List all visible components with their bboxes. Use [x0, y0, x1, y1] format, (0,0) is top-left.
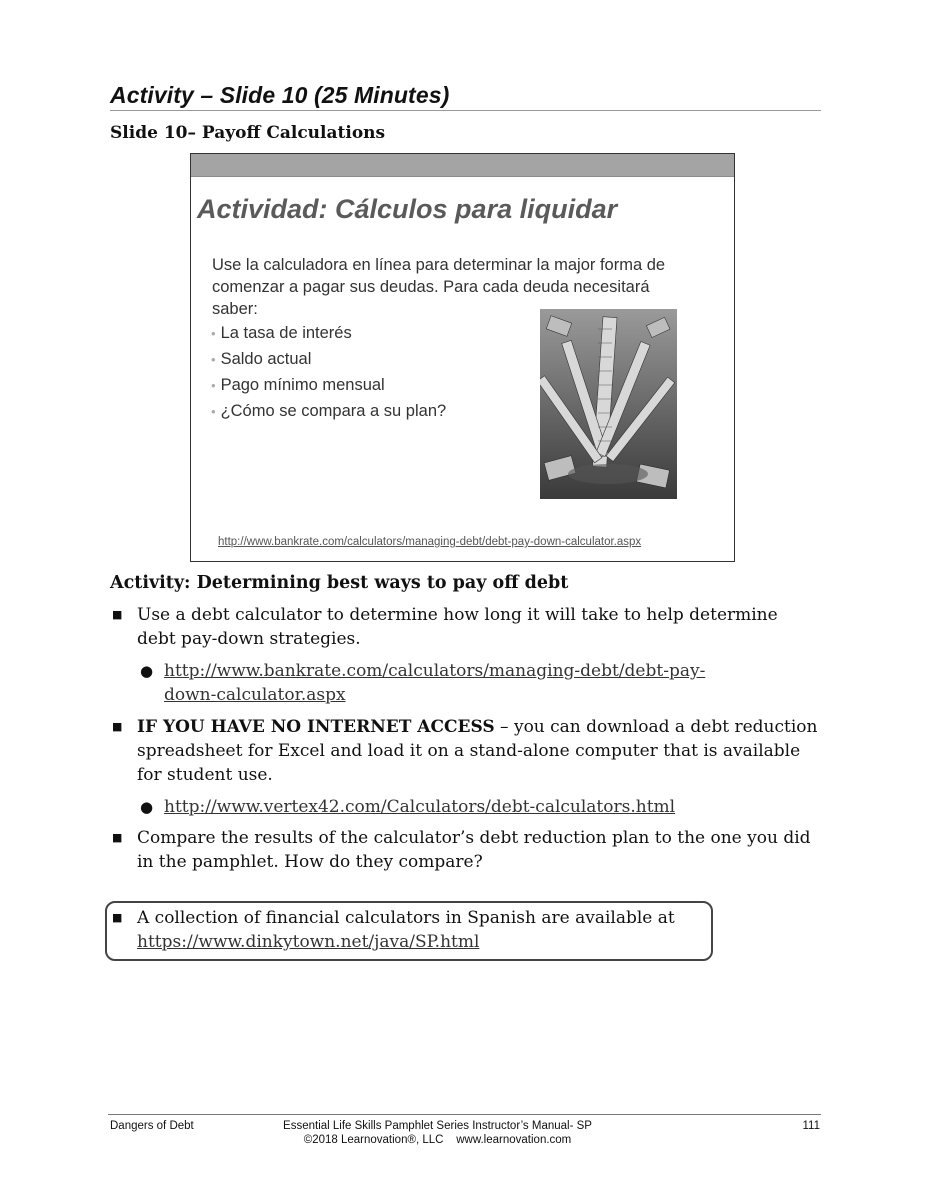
list-item-debt-calculator: Use a debt calculator to determine how long it will take to help determine debt pay-down strategies.: [137, 605, 778, 649]
round-bullet-icon: ●: [140, 662, 154, 680]
slide-bullet-item: [211, 400, 446, 426]
slide-intro-text: Use la calculadora en línea para determinar la major forma de comenzar a pagar sus deudas. Para cada deuda necesitará saber:: [212, 256, 666, 318]
slide-bullet-label: Pago mínimo mensual: [220, 376, 385, 394]
round-bullet-icon: ●: [140, 798, 154, 816]
bullet-dot-icon: •: [211, 326, 216, 341]
bankrate-link-block: [164, 659, 804, 707]
footer-copyright: ©2018 Learnovation®, LLC www.learnovation.com: [303, 1134, 572, 1146]
footer-left: Dangers of Debt: [110, 1120, 194, 1132]
square-bullet-icon: ■: [112, 720, 123, 733]
bullet-dot-icon: •: [211, 378, 216, 393]
slide-subtitle: Slide 10– Payoff Calculations: [110, 123, 386, 143]
slide-calculator-link[interactable]: http://www.bankrate.com/calculators/managing-debt/debt-pay-down-calculator.aspx: [218, 536, 642, 548]
dinkytown-link[interactable]: https://www.dinkytown.net/java/SP.html: [137, 932, 480, 952]
slide-thumbnail: [190, 153, 735, 562]
vertex42-link[interactable]: http://www.vertex42.com/Calculators/debt-calculators.html: [164, 797, 676, 817]
activity-subheading: Activity: Determining best ways to pay off debt: [110, 573, 569, 593]
slide-bullet-item: [211, 322, 446, 348]
footer-center: [270, 1119, 605, 1147]
bankrate-link-line2[interactable]: down-calculator.aspx: [164, 685, 346, 705]
no-internet-warning: IF YOU HAVE NO INTERNET ACCESS: [137, 717, 495, 737]
footer-manual-title: Essential Life Skills Pamphlet Series Instructor’s Manual- SP: [283, 1120, 592, 1132]
no-internet-text: – you can download a debt reduction spreadsheet for Excel and load it on a stand-alone computer that is available for student use.: [137, 717, 818, 785]
slide-bullet-list: [211, 322, 446, 426]
square-bullet-icon: ■: [112, 911, 123, 924]
bankrate-link-line1[interactable]: http://www.bankrate.com/calculators/managing-debt/debt-pay-: [164, 661, 706, 681]
page-number: 111: [802, 1120, 820, 1132]
slide-bullet-label: Saldo actual: [220, 350, 312, 368]
callout-text-block: [137, 906, 707, 954]
slide-bullet-label: ¿Cómo se compara a su plan?: [220, 402, 447, 420]
slide-bullet-label: La tasa de interés: [220, 324, 352, 342]
coin-stack-image: [540, 309, 677, 499]
square-bullet-icon: ■: [112, 608, 123, 621]
slide-bullet-item: [211, 374, 446, 400]
list-item-compare-results: Compare the results of the calculator’s debt reduction plan to the one you did in the pamphlet. How do they compare?: [137, 828, 811, 872]
slide-title: Actividad: Cálculos para liquidar: [197, 194, 618, 224]
vertex42-link-block: [164, 795, 804, 819]
footer-divider: [108, 1114, 821, 1115]
square-bullet-icon: ■: [112, 831, 123, 844]
slide-title-bar: [191, 154, 734, 177]
callout-text: A collection of financial calculators in Spanish are available at: [137, 908, 675, 928]
heading-divider: [110, 110, 821, 111]
slide-bullet-item: [211, 348, 446, 374]
list-item-no-internet: [137, 715, 822, 787]
bullet-dot-icon: •: [211, 352, 216, 367]
bullet-dot-icon: •: [211, 404, 216, 419]
activity-heading: Activity – Slide 10 (25 Minutes): [110, 82, 450, 108]
